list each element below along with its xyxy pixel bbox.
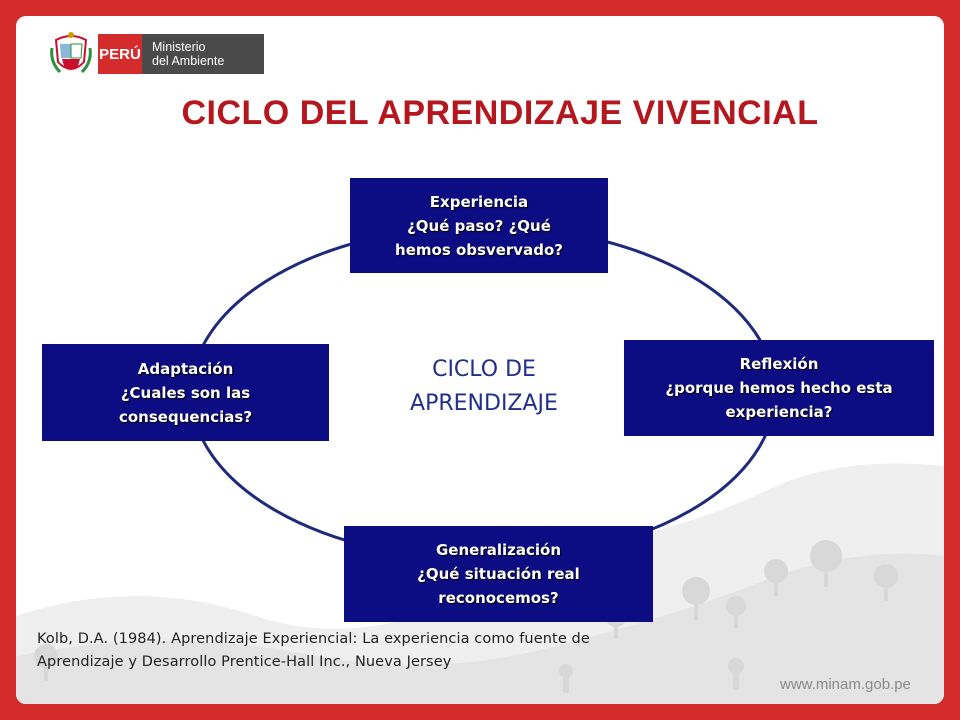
bibliographic-reference <box>37 628 707 674</box>
reference-line-2: Aprendizaje y Desarrollo Prentice-Hall Inc., Nueva Jersey <box>37 654 452 670</box>
center-line-1: CICLO DE <box>432 357 536 382</box>
stage-experiencia <box>350 178 608 273</box>
page-title: CICLO DEL APRENDIZAJE VIVENCIAL <box>181 94 819 132</box>
stage-title: Experiencia <box>429 192 529 211</box>
stage-question-line-2: consequencias? <box>118 407 253 426</box>
stage-question-line-2: reconocemos? <box>438 589 559 607</box>
country-label: PERÚ <box>98 34 142 74</box>
stage-question-line-2: experiencia? <box>725 403 833 421</box>
stage-question-line-1: ¿porque hemos hecho esta <box>665 379 893 397</box>
stage-title: Generalización <box>435 541 561 559</box>
stage-question-line-2: hemos obsvervado? <box>395 240 563 259</box>
ministry-line-2: del Ambiente <box>152 54 225 68</box>
slide-canvas <box>16 16 944 704</box>
center-line-2: APRENDIZAJE <box>410 391 558 416</box>
ministry-line-1: Ministerio <box>152 40 206 54</box>
stage-reflexion <box>624 340 934 436</box>
stage-title: Reflexión <box>739 355 819 373</box>
stage-question-line-1: ¿Qué paso? ¿Qué <box>407 216 551 235</box>
stage-question-line-1: ¿Cuales son las <box>120 383 251 402</box>
reference-line-1: Kolb, D.A. (1984). Aprendizaje Experiencial: La experiencia como fuente de <box>37 631 590 647</box>
stage-adaptacion <box>42 344 329 441</box>
stage-question-line-1: ¿Qué situación real <box>417 565 580 583</box>
cycle-center-label <box>364 353 604 421</box>
stage-title: Adaptación <box>137 359 234 378</box>
footer-url: www.minam.gob.pe <box>780 676 911 693</box>
stage-generalizacion <box>344 526 653 622</box>
